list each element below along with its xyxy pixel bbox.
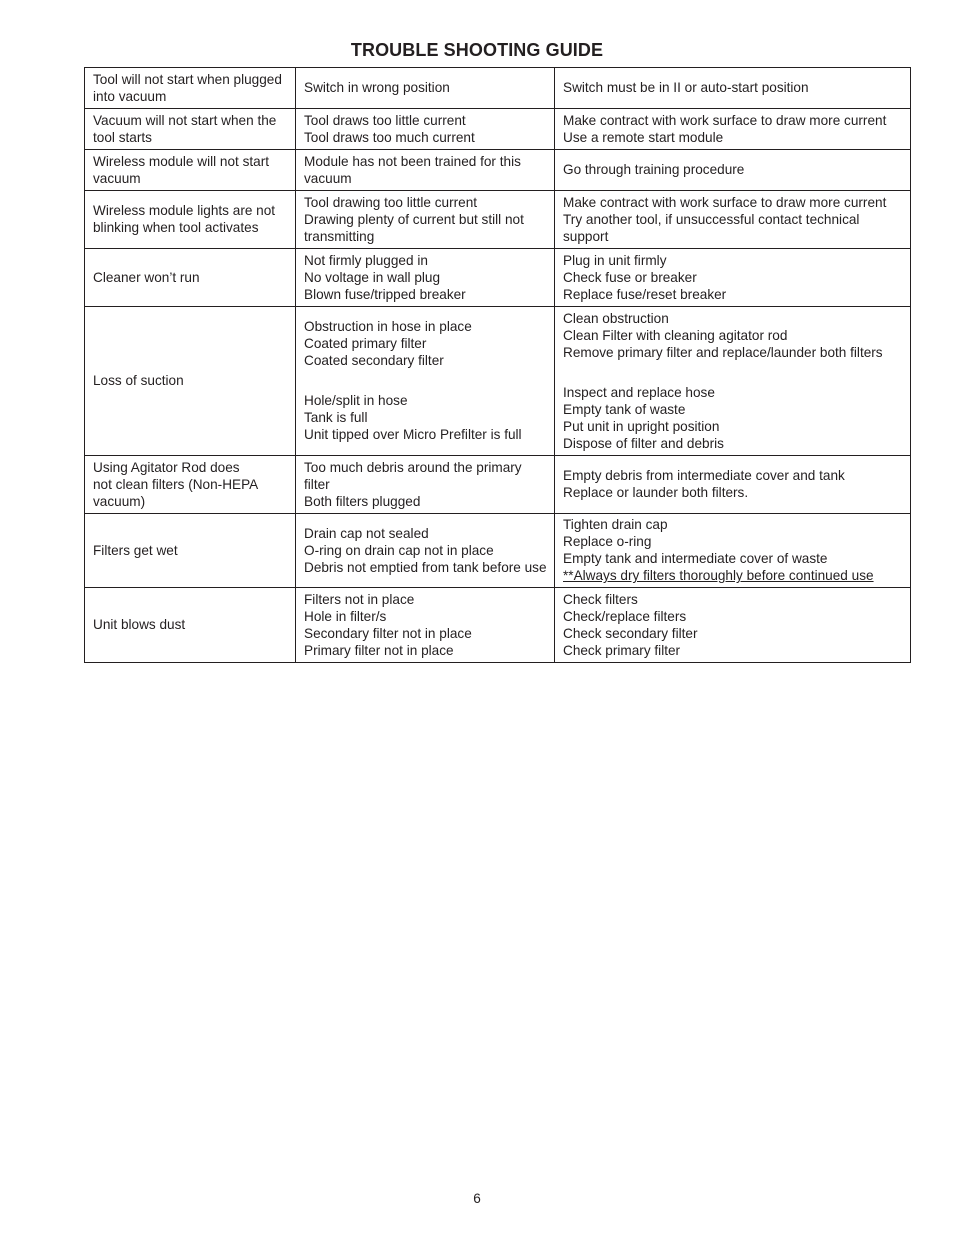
cell-line: Check/replace filters [563, 608, 687, 624]
cause-cell [296, 191, 555, 249]
cell-line: Check filters [563, 591, 638, 607]
cell-line: Cleaner won’t run [93, 269, 200, 285]
cell-line: tool starts [93, 129, 152, 145]
cell-line: Debris not emptied from tank before use [304, 559, 547, 575]
cell-line: Put unit in upright position [563, 418, 720, 434]
solution-cell [555, 109, 911, 150]
table-row [85, 191, 911, 249]
cell-line: Tighten drain cap [563, 517, 668, 532]
problem-cell [85, 249, 296, 307]
cell-line: Empty tank and intermediate cover of waste [563, 551, 828, 566]
cell-line: transmitting [304, 228, 375, 244]
cell-line: Replace o-ring [563, 534, 652, 549]
cause-cell [296, 456, 555, 514]
solution-cell [555, 307, 911, 456]
cell-line: Too much debris around the primary [304, 459, 522, 475]
table-row [85, 456, 911, 514]
cell-line: Obstruction in hose in place [304, 319, 472, 334]
cell-line: Both filters plugged [304, 493, 421, 509]
cause-cell [296, 249, 555, 307]
solution-cell [555, 249, 911, 307]
problem-cell [85, 307, 296, 456]
cell-line: Loss of suction [93, 373, 184, 388]
cell-line: Plug in unit firmly [563, 252, 667, 268]
table-row [85, 68, 911, 109]
cell-line: Filters get wet [93, 542, 178, 558]
cell-line: Filters not in place [304, 591, 415, 607]
cell-line: Not firmly plugged in [304, 252, 428, 268]
problem-cell [85, 514, 296, 588]
cell-line: Secondary filter not in place [304, 625, 472, 641]
cell-line: Dispose of filter and debris [563, 435, 724, 451]
cell-line: Check fuse or breaker [563, 269, 697, 285]
solution-cell [555, 514, 911, 588]
cell-line-underlined-note: **Always dry filters thoroughly before continued use [563, 568, 874, 583]
cell-line: filter [304, 476, 330, 492]
cause-cell [296, 514, 555, 588]
cell-spacer [304, 369, 546, 392]
cell-line: Blown fuse/tripped breaker [304, 286, 466, 302]
cell-line: Drawing plenty of current but still not [304, 211, 524, 227]
problem-cell [85, 109, 296, 150]
solution-cell [555, 456, 911, 514]
cell-line: Wireless module will not start [93, 153, 270, 169]
cell-line: Replace fuse/reset breaker [563, 286, 727, 302]
cell-line: Inspect and replace hose [563, 384, 715, 400]
cell-line: blinking when tool activates [93, 220, 259, 235]
cell-line: Wireless module lights are not [93, 203, 276, 218]
cell-line: Clean obstruction [563, 310, 669, 326]
cell-line: Empty debris from intermediate cover and tank [563, 468, 845, 483]
cell-line: Coated secondary filter [304, 353, 444, 368]
cell-line: Tool will not start when plugged [93, 71, 282, 87]
cause-cell [296, 68, 555, 109]
cause-cell [296, 588, 555, 663]
cell-line: Drain cap not sealed [304, 525, 429, 541]
cell-line: Empty tank of waste [563, 401, 686, 417]
table-row [85, 588, 911, 663]
page-title: TROUBLE SHOOTING GUIDE [350, 40, 604, 60]
cell-line: Make contract with work surface to draw more current [563, 194, 887, 210]
solution-cell [555, 588, 911, 663]
cell-line: No voltage in wall plug [304, 269, 441, 285]
cell-line: Tank is full [304, 410, 368, 425]
cell-line: into vacuum [93, 88, 167, 104]
cause-cell [296, 109, 555, 150]
table-row [85, 249, 911, 307]
cell-line: Vacuum will not start when the [93, 112, 277, 128]
cell-spacer [563, 361, 902, 384]
cell-line: Check primary filter [563, 642, 681, 658]
cell-line: Primary filter not in place [304, 642, 454, 658]
problem-cell [85, 191, 296, 249]
cell-line: Unit blows dust [93, 617, 186, 632]
table-row [85, 514, 911, 588]
cell-line: Switch in wrong position [304, 80, 450, 95]
cell-line: Use a remote start module [563, 129, 724, 145]
solution-cell [555, 150, 911, 191]
cell-line: Hole/split in hose [304, 393, 408, 408]
cell-line: Switch must be in II or auto-start position [563, 80, 809, 95]
cell-line: Make contract with work surface to draw more current [563, 112, 887, 128]
cell-line: Try another tool, if unsuccessful contact technical [563, 211, 860, 227]
cause-cell [296, 307, 555, 456]
cell-line: O-ring on drain cap not in place [304, 542, 494, 558]
table-row [85, 307, 911, 456]
cell-line: Unit tipped over Micro Prefilter is full [304, 427, 522, 442]
problem-cell [85, 588, 296, 663]
cell-line: Check secondary filter [563, 625, 698, 641]
cause-cell [296, 150, 555, 191]
cell-line: Replace or launder both filters. [563, 485, 749, 500]
cell-line: Tool draws too little current [304, 112, 466, 128]
table-row [85, 109, 911, 150]
cell-line: vacuum [93, 170, 141, 186]
cell-line: Using Agitator Rod does [93, 459, 240, 475]
cell-line: Go through training procedure [563, 162, 745, 177]
solution-cell [555, 191, 911, 249]
cell-line: Tool drawing too little current [304, 194, 478, 210]
cell-line: vacuum) [93, 493, 146, 509]
page-number: 6 [473, 1191, 481, 1206]
problem-cell [85, 68, 296, 109]
problem-cell [85, 150, 296, 191]
table-row [85, 150, 911, 191]
problem-cell [85, 456, 296, 514]
cell-line: Clean Filter with cleaning agitator rod [563, 327, 788, 343]
cell-line: Remove primary filter and replace/launder both filters [563, 344, 883, 360]
cell-line: not clean filters (Non-HEPA [93, 476, 259, 492]
cell-line: vacuum [304, 170, 352, 186]
solution-cell [555, 68, 911, 109]
cell-line: Tool draws too much current [304, 129, 475, 145]
cell-line: Hole in filter/s [304, 608, 387, 624]
trouble-shooting-table [84, 67, 911, 663]
cell-line: Coated primary filter [304, 336, 427, 351]
cell-line: support [563, 228, 609, 244]
cell-line: Module has not been trained for this [304, 153, 521, 169]
